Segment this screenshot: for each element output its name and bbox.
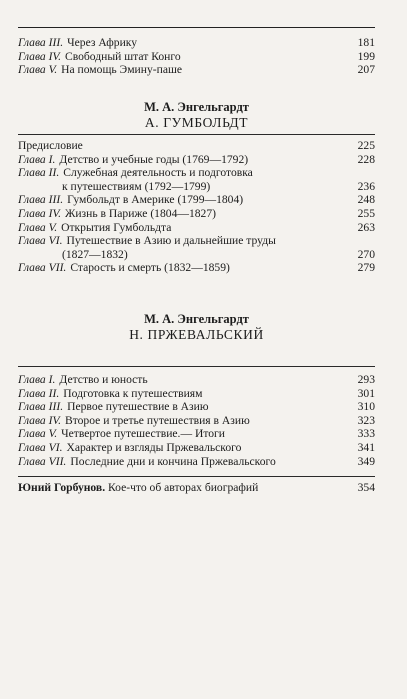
toc-row	[18, 414, 375, 428]
humboldt-section	[18, 139, 375, 275]
toc-row	[18, 427, 375, 441]
chapter-number: Глава II.	[18, 386, 60, 400]
toc-row	[18, 234, 375, 248]
page-number: 301	[357, 386, 375, 400]
toc-row	[18, 50, 375, 64]
page-number: 263	[357, 220, 375, 234]
chapter-number: Глава VII.	[18, 261, 67, 275]
section-title: Н. ПРЖЕВАЛЬСКИЙ	[129, 327, 264, 342]
chapter-title: Детство и учебные годы (1769—1792)	[59, 152, 249, 166]
page-number: 225	[357, 139, 375, 152]
toc-row	[18, 400, 375, 414]
section-divider	[18, 134, 375, 135]
chapter-title: Первое путешествие в Азию	[67, 400, 209, 414]
toc-row	[18, 373, 375, 387]
page-number: 199	[357, 49, 375, 63]
chapter-number: Глава V.	[18, 63, 58, 77]
chapter-number: Глава I.	[18, 373, 56, 386]
toc-row	[18, 455, 375, 469]
afterword-title: Кое-что об авторах биографий	[108, 481, 259, 494]
chapter-number: Глава V.	[18, 220, 58, 234]
section-divider	[18, 366, 375, 367]
page-number: 279	[357, 261, 375, 275]
page-number: 341	[357, 440, 375, 454]
chapter-title: Свободный штат Конго	[64, 49, 181, 63]
page-number: 270	[357, 247, 375, 261]
page-number: 228	[357, 152, 375, 166]
chapter-number: Глава IV.	[18, 206, 61, 220]
section-author: М. А. Энгельгардт	[144, 312, 249, 326]
afterword-author: Юний Горбунов.	[18, 481, 106, 494]
chapter-title: Жизнь в Париже (1804—1827)	[64, 206, 217, 220]
toc-row	[18, 441, 375, 455]
toc-row	[18, 193, 375, 207]
humboldt-header	[18, 100, 375, 131]
chapter-title: Четвертое путешествие.— Итоги	[61, 427, 225, 441]
toc-row	[18, 248, 375, 262]
chapter-title: Путешествие в Азию и дальнейшие труды	[66, 234, 276, 248]
chapter-title: Гумбольдт в Америке (1799—1804)	[67, 193, 244, 207]
page-number: 323	[357, 413, 375, 427]
page-number: 293	[357, 373, 375, 386]
toc-top-section	[18, 36, 375, 77]
chapter-title: Подготовка к путешествиям	[63, 386, 203, 400]
preface-title: Предисловие	[18, 139, 83, 152]
page-number: 248	[357, 193, 375, 207]
chapter-title: Старость и смерть (1832—1859)	[70, 261, 230, 275]
toc-row	[18, 387, 375, 401]
chapter-title: На помощь Эмину-паше	[61, 63, 183, 77]
toc-row	[18, 153, 375, 167]
toc-row	[18, 261, 375, 275]
chapter-number: Глава III.	[18, 400, 64, 414]
page-number: 181	[357, 36, 375, 49]
afterword-section	[18, 481, 375, 495]
page-number: 310	[357, 400, 375, 414]
section-divider	[18, 476, 375, 477]
top-rule	[18, 27, 375, 28]
chapter-number: Глава VII.	[18, 454, 67, 468]
chapter-title: Через Африку	[67, 36, 138, 49]
chapter-number: Глава III.	[18, 36, 64, 49]
toc-row	[18, 221, 375, 235]
chapter-number: Глава I.	[18, 152, 56, 166]
page-number: 349	[357, 454, 375, 468]
toc-row	[18, 63, 375, 77]
przhevalsky-header	[18, 312, 375, 343]
page-number: 333	[357, 427, 375, 441]
page-number: 207	[357, 63, 375, 77]
chapter-number: Глава IV.	[18, 49, 61, 63]
toc-row	[18, 139, 375, 153]
chapter-number: Глава VI.	[18, 440, 63, 454]
toc-row	[18, 36, 375, 50]
chapter-title-continued: к путешествиям (1792—1799)	[62, 179, 211, 193]
chapter-title: Открытия Гумбольдта	[61, 220, 172, 234]
chapter-number: Глава VI.	[18, 234, 63, 248]
chapter-title: Характер и взгляды Пржевальского	[66, 440, 242, 454]
przhevalsky-section	[18, 373, 375, 468]
chapter-number: Глава V.	[18, 427, 58, 441]
toc-row	[18, 481, 375, 495]
chapter-title-continued: (1827—1832)	[62, 247, 128, 261]
chapter-title: Последние дни и кончина Пржевальского	[70, 454, 276, 468]
toc-row	[18, 207, 375, 221]
chapter-title: Служебная деятельность и подготовка	[63, 166, 253, 180]
toc-row	[18, 180, 375, 194]
chapter-title: Второе и третье путешествия в Азию	[64, 413, 250, 427]
page-number: 236	[357, 179, 375, 193]
section-author: М. А. Энгельгардт	[144, 100, 249, 114]
chapter-number: Глава III.	[18, 193, 64, 207]
page-number: 255	[357, 206, 375, 220]
chapter-title: Детство и юность	[59, 373, 148, 386]
toc-row	[18, 166, 375, 180]
chapter-number: Глава II.	[18, 166, 60, 180]
chapter-number: Глава IV.	[18, 413, 61, 427]
section-title: А. ГУМБОЛЬДТ	[144, 115, 249, 130]
page-number: 354	[357, 481, 375, 494]
